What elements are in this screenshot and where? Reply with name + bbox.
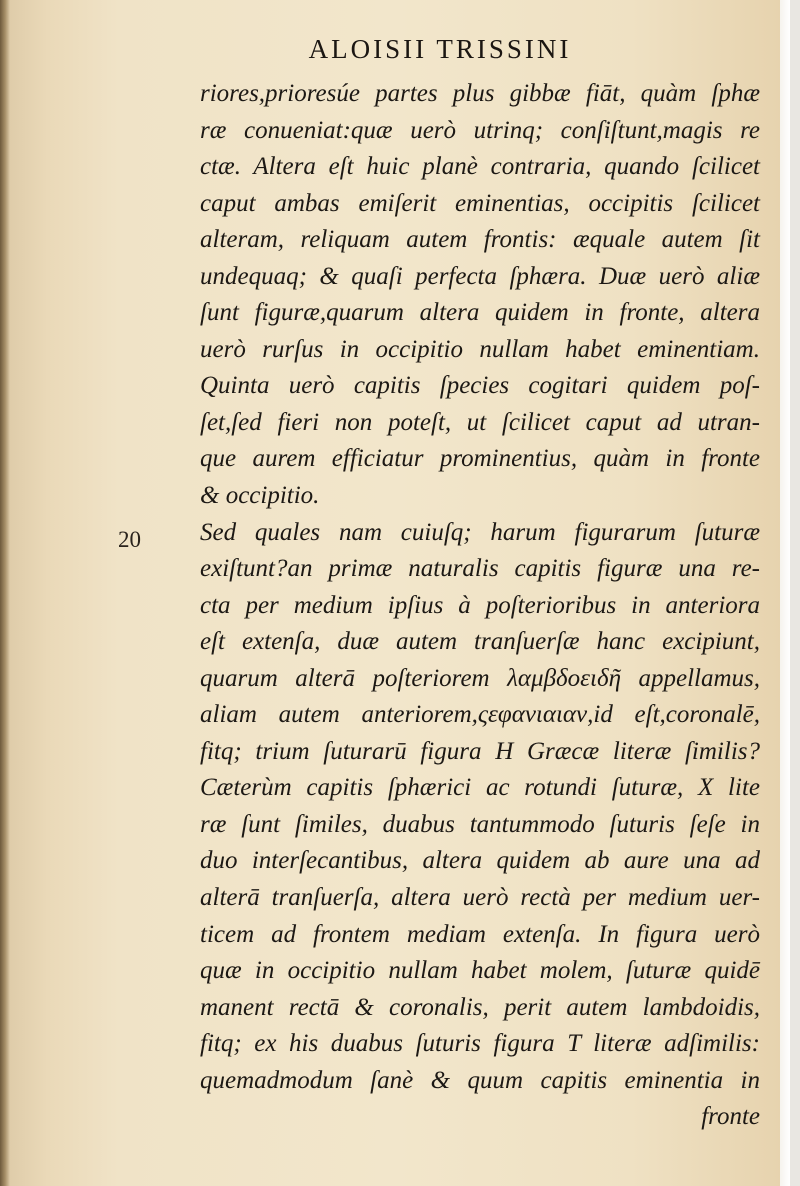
text-line: fitq; trium ſuturarū figura H Græcæ literæ ſimilis? [200,737,760,765]
text-line: duo interſecantibus, altera quidem ab aure una ad [200,847,760,875]
text-line: ctæ. Altera eſt huic planè contraria, quando ſcilicet [200,153,760,181]
text-line: aliam autem anteriorem,ςεφανιαιαν,id eſt,coronalē, [200,701,760,729]
text-line: que aurem efficiatur prominentius, quàm in fronte [200,445,760,473]
text-line: ſet,ſed fieri non poteſt, ut ſcilicet caput ad utran- [200,408,760,436]
text-line: exiſtunt?an primæ naturalis capitis figuræ una re- [200,555,760,583]
text-line: & occipitio. [200,482,320,510]
text-line: ræ ſunt ſimiles, duabus tantummodo ſuturis ſeſe in [200,810,760,838]
catchword: fronte [701,1103,760,1131]
margin-line-number: 20 [118,527,141,552]
text-line: Cæterùm capitis ſphærici ac rotundi ſuturæ, X lite [200,774,760,802]
text-line: quarum alterā poſteriorem λαμβδοειδῆ appellamus, [200,664,760,692]
text-line: manent rectā & coronalis, perit autem lambdoidis, [200,993,760,1021]
text-line: Sed quales nam cuiuſq; harum figurarum ſuturæ [200,518,760,546]
text-line: caput ambas emiſerit eminentias, occipitis ſcilicet [200,189,760,217]
text-line: riores,prioresúe partes plus gibbæ fiāt, quàm ſphæ [200,80,760,107]
text-line: ticem ad frontem mediam extenſa. In figura uerò [200,920,760,948]
text-line: fitq; ex his duabus ſuturis figura T literæ adſimilis: [200,1030,760,1058]
text-line: alteram, reliquam autem frontis: æquale autem ſit [200,226,760,254]
text-line: eſt extenſa, duæ autem tranſuerſæ hanc excipiunt, [200,628,760,656]
body-text [200,76,760,1136]
text-line: ræ conueniat:quæ uerò utrinq; conſiſtunt,magis re [200,116,760,144]
page-edge [780,0,790,1186]
text-line: quemadmodum ſanè & quum capitis eminentia in [200,1066,760,1094]
text-line: undequaq; & quaſi perfecta ſphæra. Duæ uerò aliæ [200,262,760,290]
text-line: uerò rurſus in occipitio nullam habet eminentiam. [200,335,760,363]
text-line: cta per medium ipſius à poſterioribus in anteriora [200,591,760,619]
running-head: ALOISII TRISSINI [308,34,572,64]
text-line: ſunt figuræ,quarum altera quidem in fronte, altera [200,299,760,327]
text-line: alterā tranſuerſa, altera uerò rectà per medium uer- [200,884,760,912]
text-line: quæ in occipitio nullam habet molem, ſuturæ quidē [200,957,760,985]
text-line: Quinta uerò capitis ſpecies cogitari quidem poſ- [200,372,760,400]
